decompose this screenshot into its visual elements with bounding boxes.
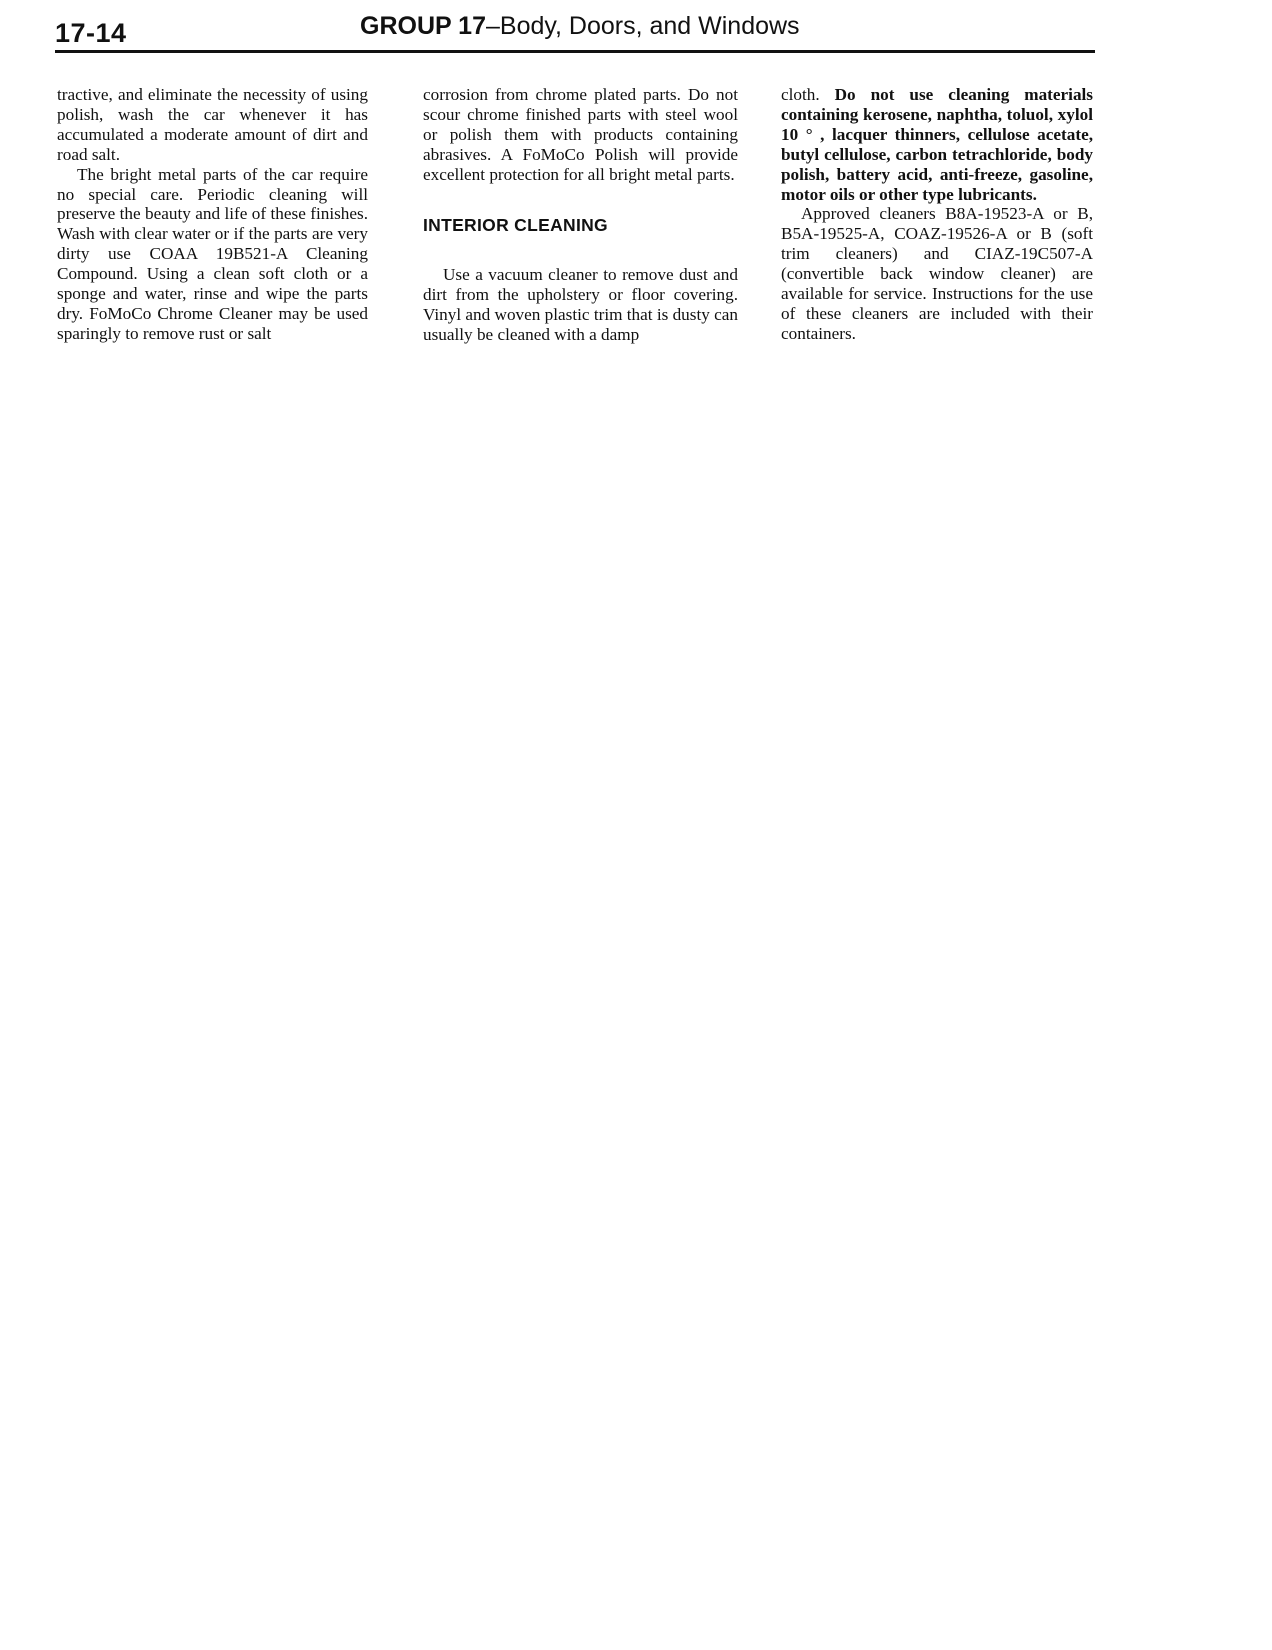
cleaning-warning: Do not use cleaning materials containing kerosene, naphtha, toluol, xylol 10 ° , lacquer thinners, cellulose acetate, butyl cellulose, carbon tetrachloride, body polish, battery acid, anti-freeze, gasoline, motor oils or other type lubricants. [781,85,1093,204]
text-column-3 [781,85,1093,344]
paragraph-warning [781,85,1093,204]
section-heading-interior-cleaning: INTERIOR CLEANING [423,214,608,235]
group-prefix: GROUP 17 [360,12,486,40]
header-rule [55,50,1095,53]
group-title-text: –Body, Doors, and Windows [485,12,800,40]
paragraph: The bright metal parts of the car require no special care. Periodic cleaning will preserve the beauty and life of these finishes. Wash with clear water or if the parts are very dirty use COAA 19B521-A Cleaning Compound. Using a clean soft cloth or a sponge and water, rinse and wipe the parts dry. FoMoCo Chrome Cleaner may be used sparingly to remove rust or salt [57,164,368,343]
paragraph-lead: cloth. [781,85,820,104]
text-column-1 [57,85,368,344]
group-title [360,12,800,41]
paragraph: Use a vacuum cleaner to remove dust and dirt from the upholstery or floor covering. Vinyl and woven plastic trim that is dusty can usually be cleaned with a damp [423,265,738,345]
paragraph: tractive, and eliminate the necessity of using polish, wash the car whenever it has accumulated a moderate amount of dirt and road salt. [57,85,368,164]
text-column-2 [423,85,738,345]
paragraph: corrosion from chrome plated parts. Do not scour chrome finished parts with steel wool or polish them with products containing abrasives. A FoMoCo Polish will provide excellent protection for all bright metal parts. [423,85,738,184]
paragraph: Approved cleaners B8A-19523-A or B, B5A-19525-A, COAZ-19526-A or B (soft trim cleaners) and CIAZ-19C507-A (convertible back window cleaner) are available for service. Instructions for the use of these cleaners are included with their containers. [781,204,1093,343]
page-number: 17-14 [55,18,127,48]
page-header [55,12,1095,52]
